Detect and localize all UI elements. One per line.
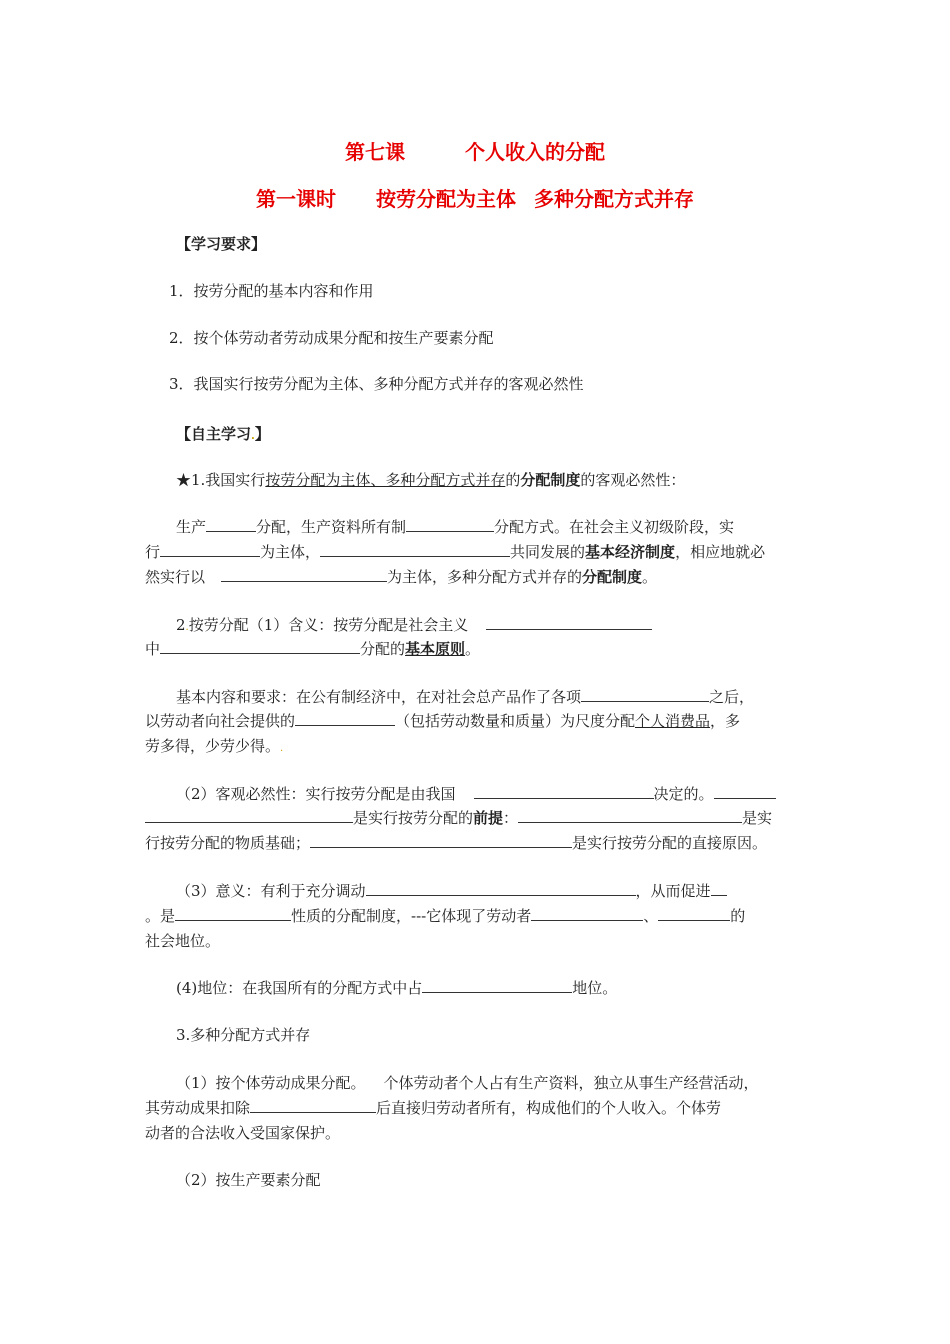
blank[interactable]	[175, 905, 291, 921]
q2-necessity-line-3: 行按劳分配的物质基础； 是实行按劳分配的直接原因。	[145, 834, 768, 852]
q1-line-1: 生产 分配，生产资料所有制 分配方式。在社会主义初级阶段，实	[176, 518, 735, 536]
blank[interactable]	[366, 880, 636, 896]
q2-line-1: 2.按劳分配（1）含义：按劳分配是社会主义	[176, 614, 856, 639]
blank[interactable]	[714, 783, 776, 799]
q3-heading: 3.多种分配方式并存	[176, 1026, 311, 1044]
blank[interactable]	[295, 710, 395, 726]
period-topic-a: 按劳分配为主体	[376, 187, 516, 211]
q3-p1-line-3: 动者的合法收入受国家保护。	[145, 1124, 341, 1142]
q2-line-2: 中 分配的基本原则。	[145, 640, 481, 658]
q2-significance-line-3: 社会地位。	[145, 932, 221, 950]
lesson-name: 个人收入的分配	[465, 140, 605, 164]
blank[interactable]	[658, 905, 730, 921]
q2-content-line-3: 劳多得，少劳少得。.	[145, 737, 284, 755]
requirement-item-1: 1．按劳分配的基本内容和作用	[169, 282, 374, 300]
q2-content-line-1: 基本内容和要求：在公有制经济中，在对社会总产品作了各项 之后，	[176, 688, 755, 706]
blank[interactable]	[250, 1097, 376, 1113]
blank[interactable]	[581, 686, 709, 702]
period-title	[0, 183, 950, 212]
blank[interactable]	[145, 807, 353, 823]
q2-necessity-line-2: 是实行按劳分配的前提： 是实	[145, 807, 825, 830]
q2-significance-line-2: 。是 性质的分配制度，---它体现了劳动者 、 的	[145, 907, 746, 925]
blank[interactable]	[518, 807, 742, 823]
blank[interactable]	[160, 541, 260, 557]
lesson-number: 第七课	[345, 140, 405, 164]
q3-p2-line: （2）按生产要素分配	[176, 1171, 321, 1189]
blank[interactable]	[320, 541, 510, 557]
lesson-title	[0, 136, 950, 165]
requirements-heading: 【学习要求】	[176, 235, 267, 253]
self-study-heading: 【自主学习.】	[176, 425, 270, 443]
q1-line-3: 然实行以 为主体，多种分配方式并存的分配制度。	[145, 568, 658, 586]
blank[interactable]	[486, 614, 652, 630]
requirement-item-2: 2．按个体劳动者劳动成果分配和按生产要素分配	[169, 329, 494, 347]
blank[interactable]	[310, 832, 572, 848]
blank[interactable]	[406, 516, 494, 532]
q1-title: ★1.我国实行按劳分配为主体、多种分配方式并存的分配制度的客观必然性：	[176, 471, 686, 489]
q3-p1-line-1: （1）按个体劳动成果分配。 个体劳动者个人占有生产资料，独立从事生产经营活动，	[176, 1074, 759, 1092]
blank[interactable]	[206, 516, 256, 532]
q2-significance-line-1: （3）意义：有利于充分调动 ，从而促进	[145, 880, 825, 903]
q2-content-line-2: 以劳动者向社会提供的 （包括劳动数量和质量）为尺度分配个人消费品，多	[145, 712, 741, 730]
q3-p1-line-2: 其劳动成果扣除 后直接归劳动者所有，构成他们的个人收入。个体劳	[145, 1099, 722, 1117]
q2-status-line: (4)地位：在我国所有的分配方式中占 地位。	[176, 979, 618, 997]
blank[interactable]	[711, 880, 727, 896]
blank[interactable]	[531, 905, 643, 921]
blank[interactable]	[474, 783, 654, 799]
q2-necessity-line-1: （2）客观必然性：实行按劳分配是由我国 决定的。	[145, 783, 825, 806]
q1-line-2: 行 为主体， 共同发展的基本经济制度，相应地就必	[145, 543, 766, 561]
period-number: 第一课时	[256, 187, 336, 211]
blank[interactable]	[221, 566, 387, 582]
period-topic-b: 多种分配方式并存	[534, 187, 694, 211]
blank[interactable]	[160, 638, 360, 654]
blank[interactable]	[422, 977, 572, 993]
requirement-item-3: 3．我国实行按劳分配为主体、多种分配方式并存的客观必然性	[169, 375, 584, 393]
